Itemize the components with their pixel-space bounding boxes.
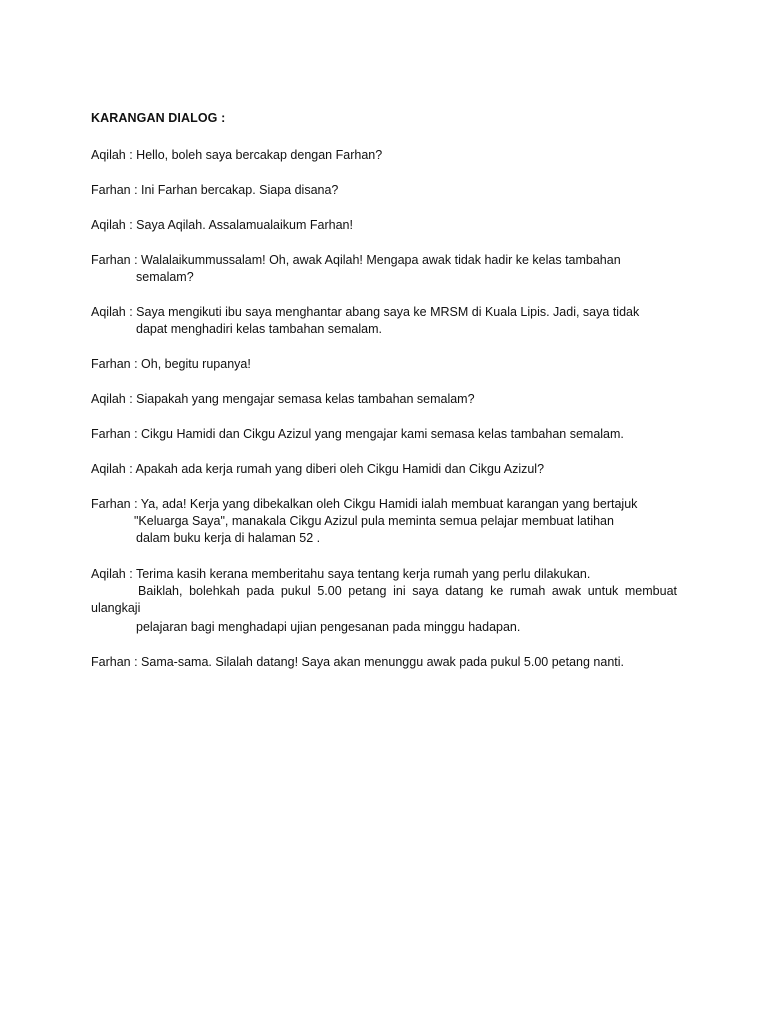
dialog-line: Aqilah : Saya Aqilah. Assalamualaikum Farhan!: [91, 218, 353, 232]
dialog-line-continuation: semalam?: [136, 270, 194, 284]
dialog-line: Aqilah : Apakah ada kerja rumah yang diberi oleh Cikgu Hamidi dan Cikgu Azizul?: [91, 462, 545, 476]
dialog-line: Farhan : Oh, begitu rupanya!: [91, 357, 251, 371]
dialog-line: Farhan : Ini Farhan bercakap. Siapa disana?: [91, 183, 339, 197]
dialog-line: Farhan : Sama-sama. Silalah datang! Saya akan menunggu awak pada pukul 5.00 petang nanti.: [91, 655, 624, 669]
dialog-line: Aqilah : Terima kasih kerana memberitahu saya tentang kerja rumah yang perlu dilakukan.: [91, 567, 591, 581]
dialog-line-continuation: dapat menghadiri kelas tambahan semalam.: [136, 322, 382, 336]
dialog-line: Aqilah : Hello, boleh saya bercakap dengan Farhan?: [91, 148, 383, 162]
dialog-line-continuation: Baiklah, bolehkah pada pukul 5.00 petang ini saya datang ke rumah awak untuk membuat: [138, 584, 677, 598]
dialog-line-continuation: "Keluarga Saya", manakala Cikgu Azizul pula meminta semua pelajar membuat latihan: [134, 514, 614, 528]
dialog-line: Aqilah : Saya mengikuti ibu saya menghantar abang saya ke MRSM di Kuala Lipis. Jadi, saya tidak: [91, 305, 640, 319]
dialog-line: Aqilah : Siapakah yang mengajar semasa kelas tambahan semalam?: [91, 392, 475, 406]
dialog-line: Farhan : Cikgu Hamidi dan Cikgu Azizul yang mengajar kami semasa kelas tambahan semalam.: [91, 427, 624, 441]
dialog-line: Farhan : Ya, ada! Kerja yang dibekalkan oleh Cikgu Hamidi ialah membuat karangan yang bertajuk: [91, 497, 638, 511]
dialog-line-continuation: ulangkaji: [91, 601, 141, 615]
dialog-line-continuation: dalam buku kerja di halaman 52 .: [136, 531, 321, 545]
document-title: KARANGAN DIALOG :: [91, 111, 226, 125]
dialog-line: Farhan : Walalaikummussalam! Oh, awak Aqilah! Mengapa awak tidak hadir ke kelas tambahan: [91, 253, 621, 267]
dialog-line-continuation: pelajaran bagi menghadapi ujian pengesanan pada minggu hadapan.: [136, 620, 521, 634]
